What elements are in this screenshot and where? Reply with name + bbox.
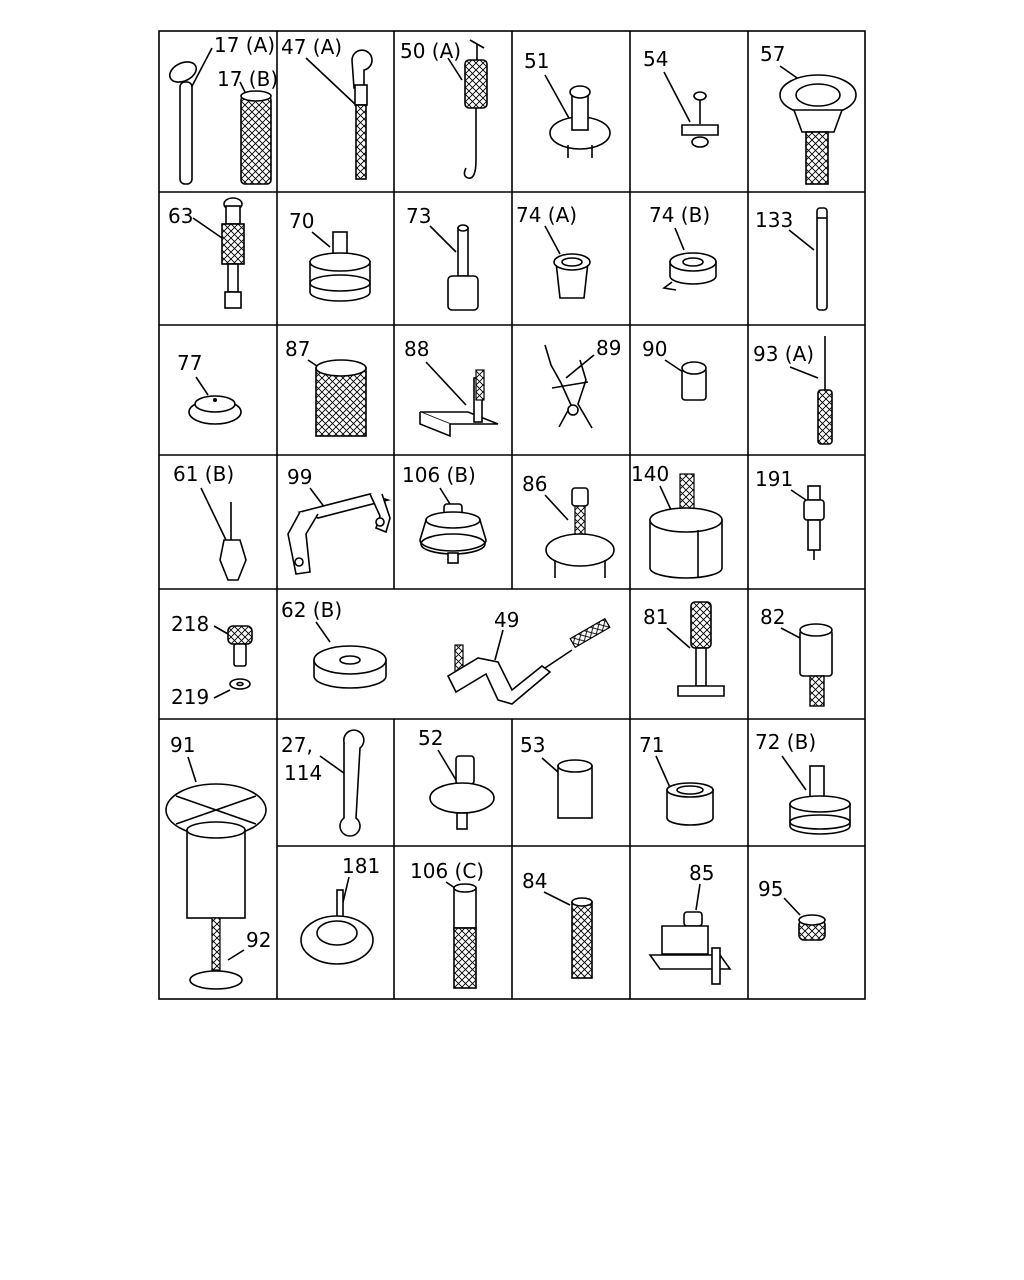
- label-63: 63: [168, 204, 194, 228]
- tool-70: [289, 209, 370, 301]
- label-218: 218: [171, 612, 210, 636]
- tool-61b: [173, 462, 246, 580]
- tool-62b: [281, 598, 386, 688]
- tool-218-219: [171, 612, 252, 709]
- tool-63: [168, 198, 244, 308]
- label-91: 91: [170, 733, 196, 757]
- label-53: 53: [520, 733, 546, 757]
- tool-27-114: [281, 730, 364, 836]
- tool-57: [760, 42, 856, 184]
- label-90: 90: [642, 337, 668, 361]
- label-140: 140: [631, 462, 670, 486]
- label-72b: 72 (B): [755, 730, 817, 754]
- tool-140: [631, 462, 722, 578]
- label-88: 88: [404, 337, 430, 361]
- label-133: 133: [755, 208, 794, 232]
- tool-81: [643, 602, 724, 696]
- label-87: 87: [285, 337, 311, 361]
- label-17a: 17 (A): [214, 33, 276, 57]
- tool-133: [755, 208, 827, 310]
- tool-88: [404, 337, 498, 436]
- tool-181: [301, 854, 380, 964]
- label-73: 73: [406, 204, 432, 228]
- tool-85: [650, 861, 730, 984]
- label-219: 219: [171, 685, 210, 709]
- tool-86: [522, 472, 614, 578]
- label-86: 86: [522, 472, 548, 496]
- label-54: 54: [643, 47, 669, 71]
- label-70: 70: [289, 209, 315, 233]
- label-74a: 74 (A): [516, 203, 578, 227]
- tool-99: [287, 465, 390, 574]
- label-106b: 106 (B): [402, 463, 476, 487]
- label-99: 99: [287, 465, 313, 489]
- tool-191: [755, 467, 824, 560]
- tool-87: [285, 337, 366, 436]
- label-191: 191: [755, 467, 794, 491]
- tool-95: [758, 877, 825, 940]
- label-50a: 50 (A): [400, 39, 462, 63]
- tool-82: [760, 605, 832, 706]
- tool-106c: [410, 859, 484, 988]
- label-51: 51: [524, 49, 550, 73]
- label-93a: 93 (A): [753, 342, 815, 366]
- label-84: 84: [522, 869, 548, 893]
- tool-106b: [402, 463, 486, 563]
- label-77: 77: [177, 351, 203, 375]
- label-114: 114: [284, 761, 323, 785]
- label-71: 71: [639, 733, 665, 757]
- tool-91-92: [166, 733, 271, 989]
- label-62b: 62 (B): [281, 598, 343, 622]
- tool-73: [406, 204, 478, 310]
- label-27: 27,: [281, 733, 313, 757]
- tool-52: [418, 726, 494, 829]
- tool-77: [177, 351, 241, 424]
- label-81: 81: [643, 605, 669, 629]
- label-61b: 61 (B): [173, 462, 235, 486]
- label-106c: 106 (C): [410, 859, 485, 883]
- tool-51: [524, 49, 610, 158]
- tool-89: [545, 336, 621, 428]
- tool-17: [167, 33, 279, 184]
- label-52: 52: [418, 726, 444, 750]
- label-82: 82: [760, 605, 786, 629]
- tool-84: [522, 869, 592, 978]
- label-92: 92: [246, 928, 272, 952]
- label-74b: 74 (B): [649, 203, 711, 227]
- tool-90: [642, 337, 706, 400]
- tool-54: [643, 47, 718, 147]
- label-85: 85: [689, 861, 715, 885]
- label-47a: 47 (A): [281, 35, 343, 59]
- tool-72b: [755, 730, 850, 834]
- label-181: 181: [342, 854, 381, 878]
- label-49: 49: [494, 608, 520, 632]
- tool-71: [639, 733, 713, 825]
- label-95: 95: [758, 877, 784, 901]
- tool-53: [520, 733, 592, 818]
- tool-50a: [400, 39, 487, 178]
- tool-93a: [753, 336, 832, 444]
- label-17b: 17 (B): [217, 67, 279, 91]
- label-57: 57: [760, 42, 786, 66]
- tool-49: [448, 608, 610, 704]
- tool-74a: [516, 203, 590, 298]
- tool-47a: [281, 35, 372, 179]
- label-89: 89: [596, 336, 622, 360]
- tool-74b: [649, 203, 716, 290]
